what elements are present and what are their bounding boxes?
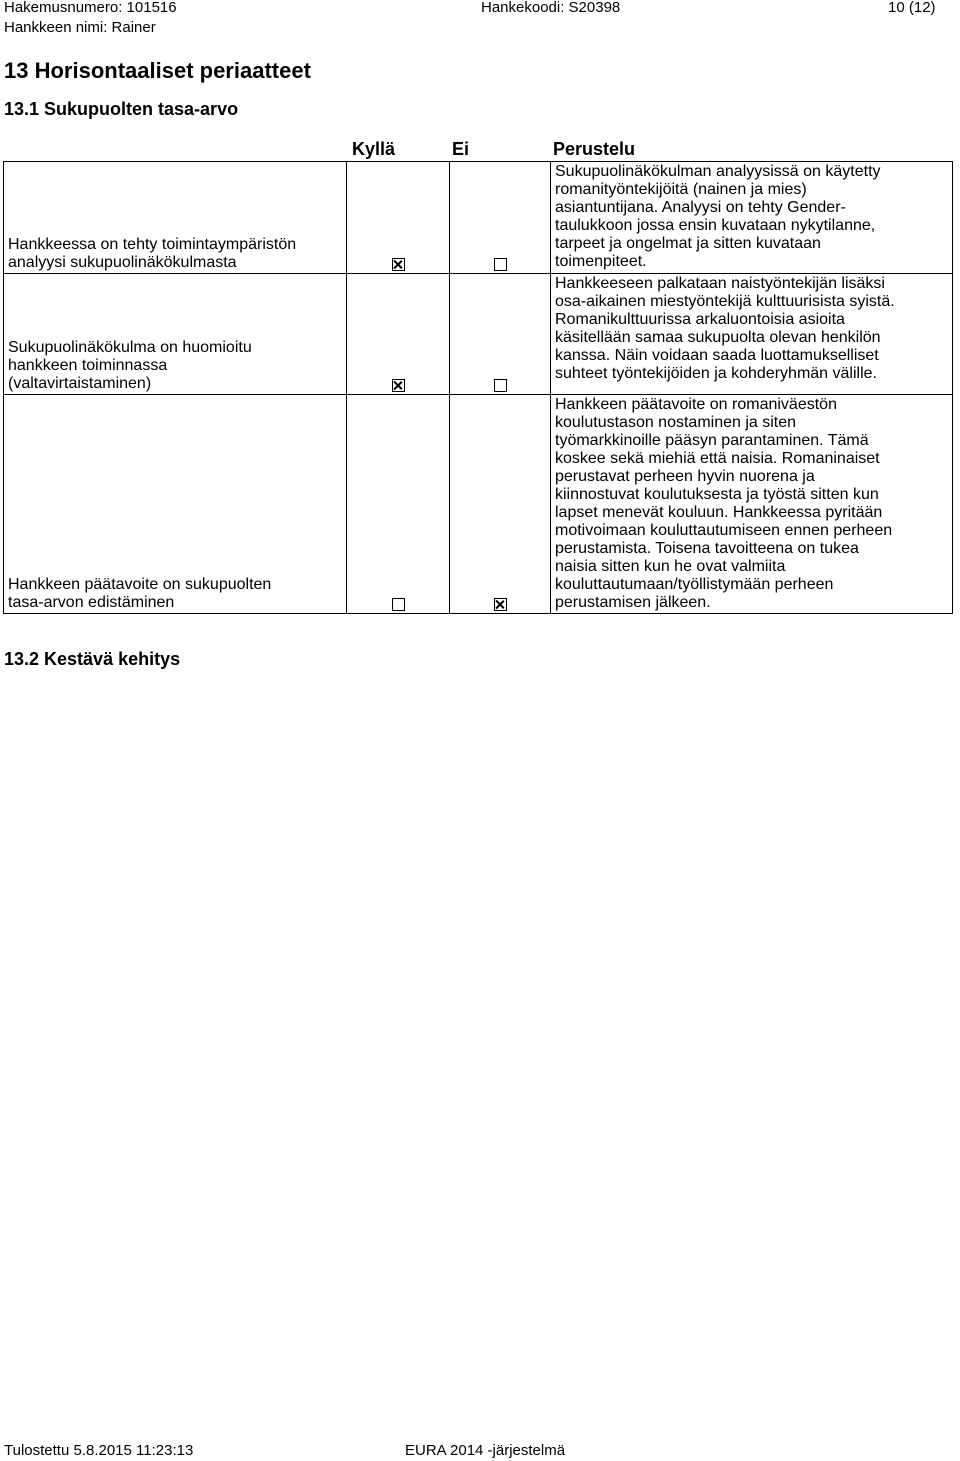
no-checkbox[interactable] xyxy=(494,258,507,271)
system-name: EURA 2014 -järjestelmä xyxy=(405,1442,566,1459)
rationale-text-line: naisia sitten kun he ovat valmiita xyxy=(555,558,786,575)
rationale-text-line: työmarkkinoille pääsyn parantaminen. Tämä xyxy=(555,432,869,449)
rationale-text-line: käsitellään samaa sukupuolta olevan henkilön xyxy=(555,329,881,346)
rationale-text-line: Hankkeeseen palkataan naistyöntekijän lisäksi xyxy=(555,275,885,292)
rationale-text-line: osa-aikainen miestyöntekijä kulttuurisista syistä. xyxy=(555,293,895,310)
rationale-text-line: perustamisen jälkeen. xyxy=(555,594,711,611)
yes-checkbox[interactable] xyxy=(392,258,405,271)
no-checkbox[interactable] xyxy=(494,598,507,611)
question-cell xyxy=(4,162,347,274)
yes-cell xyxy=(347,395,450,614)
question-text-line: Hankkeen päätavoite on sukupuolten xyxy=(8,576,272,593)
rationale-text-line: asiantuntijana. Analyysi on tehty Gender- xyxy=(555,199,846,216)
column-header-rationale: Perustelu xyxy=(553,139,636,159)
column-header-no: Ei xyxy=(452,139,470,159)
rationale-cell xyxy=(551,162,953,274)
rationale-text-line: kiinnostuvat koulutuksesta ja työstä sitten kun xyxy=(555,486,879,503)
no-checkbox[interactable] xyxy=(494,379,507,392)
rationale-text-line: koulutustason nostaminen ja siten xyxy=(555,414,797,431)
question-text-line: analyysi sukupuolinäkökulmasta xyxy=(8,254,237,271)
rationale-cell xyxy=(551,395,953,614)
rationale-text-line: koskee sekä miehiä että naisia. Romaninaiset xyxy=(555,450,880,467)
yes-cell xyxy=(347,274,450,395)
table-row xyxy=(4,162,953,274)
rationale-text-line: tarpeet ja ongelmat ja sitten kuvataan xyxy=(555,235,821,252)
gender-equality-table xyxy=(3,161,953,614)
application-number: Hakemusnumero: 101516 xyxy=(4,0,177,16)
question-text-line: Hankkeessa on tehty toimintaympäristön xyxy=(8,236,297,253)
subsection-title-sustainable-development: 13.2 Kestävä kehitys xyxy=(4,649,181,669)
rationale-text-line: taulukkoon jossa ensin kuvataan nykytilanne, xyxy=(555,217,876,234)
rationale-text-line: perustamista. Toisena tavoitteena on tukea xyxy=(555,540,859,557)
rationale-text-line: kouluttautumaan/työllistymään perheen xyxy=(555,576,834,593)
table-row xyxy=(4,395,953,614)
question-text-line: (valtavirtaistaminen) xyxy=(8,375,152,392)
rationale-text-line: kanssa. Näin voidaan saada luottamukselliset xyxy=(555,347,879,364)
no-cell xyxy=(450,395,551,614)
question-text-line: Sukupuolinäkökulma on huomioitu xyxy=(8,339,252,356)
table-row xyxy=(4,274,953,395)
no-cell xyxy=(450,274,551,395)
no-cell xyxy=(450,162,551,274)
yes-cell xyxy=(347,162,450,274)
page-number: 10 (12) xyxy=(888,0,936,16)
rationale-text-line: suhteet työntekijöiden ja kohderyhmän välille. xyxy=(555,365,877,382)
print-timestamp: Tulostettu 5.8.2015 11:23:13 xyxy=(4,1442,194,1459)
yes-checkbox[interactable] xyxy=(392,598,405,611)
rationale-text-line: romanityöntekijöitä (nainen ja mies) xyxy=(555,181,807,198)
rationale-text-line: Sukupuolinäkökulman analyysissä on käytetty xyxy=(555,163,881,180)
section-title: 13 Horisontaaliset periaatteet xyxy=(4,58,311,83)
project-name: Hankkeen nimi: Rainer xyxy=(4,19,156,36)
yes-checkbox[interactable] xyxy=(392,379,405,392)
rationale-text-line: perustavat perheen hyvin nuorena ja xyxy=(555,468,815,485)
rationale-cell xyxy=(551,274,953,395)
question-cell xyxy=(4,395,347,614)
column-header-yes: Kyllä xyxy=(352,139,396,159)
rationale-text-line: toimenpiteet. xyxy=(555,253,647,270)
question-cell xyxy=(4,274,347,395)
subsection-title-gender-equality: 13.1 Sukupuolten tasa-arvo xyxy=(4,99,239,119)
question-text-line: hankkeen toiminnassa xyxy=(8,357,168,374)
rationale-text-line: Romanikulttuurissa arkaluontoisia asioita xyxy=(555,311,845,328)
rationale-text-line: lapset menevät kouluun. Hankkeessa pyritään xyxy=(555,504,883,521)
rationale-text-line: motivoimaan kouluttautumiseen ennen perheen xyxy=(555,522,893,539)
project-code: Hankekoodi: S20398 xyxy=(481,0,621,16)
rationale-text-line: Hankkeen päätavoite on romaniväestön xyxy=(555,396,837,413)
question-text-line: tasa-arvon edistäminen xyxy=(8,594,175,611)
